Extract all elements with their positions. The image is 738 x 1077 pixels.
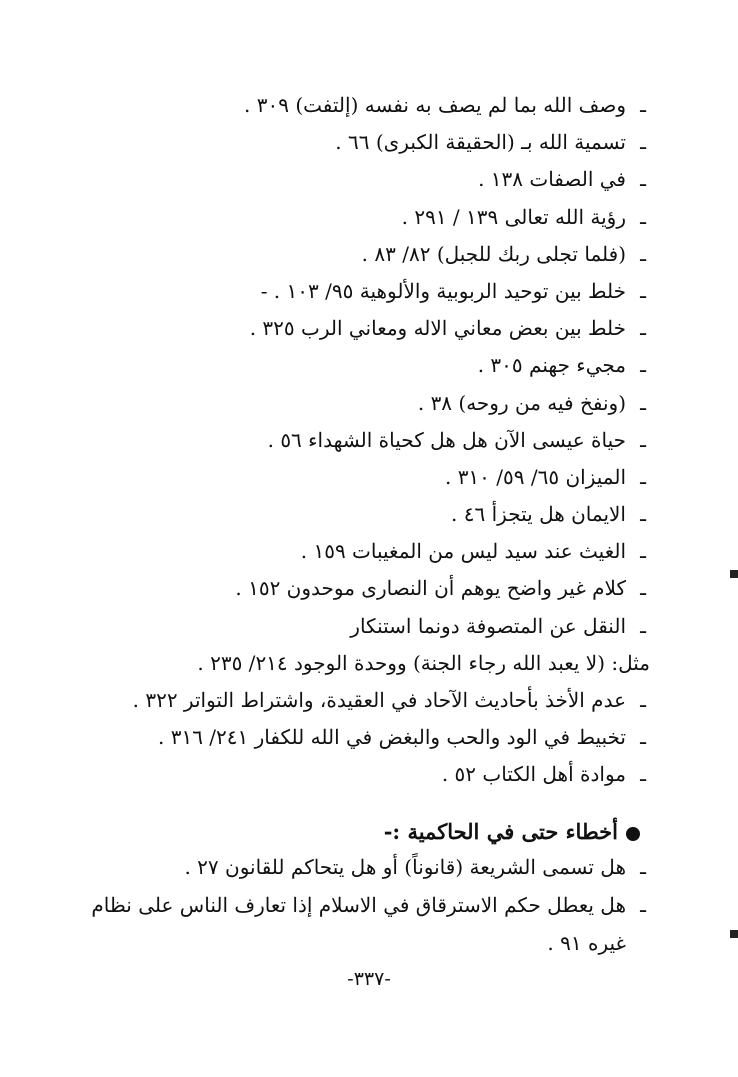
list-item-text: (فلما تجلى ربك للجبل) ٨٢/ ٨٣ .	[361, 241, 626, 266]
list-item	[50, 199, 650, 236]
list-item-text: تخبيط في الود والحب والبغض في الله للكفار ٢٤١/ ٣١٦ .	[157, 725, 626, 750]
list-item-text: الميزان ٦٥/ ٥٩/ ٣١٠ .	[444, 464, 626, 489]
list-item-continuation: غيره ٩١ .	[547, 931, 626, 955]
list-item-text: (ونفخ فيه من روحه) ٣٨ .	[417, 390, 626, 415]
list-item-text: الغيث عند سيد ليس من المغيبات ١٥٩ .	[300, 539, 626, 564]
list-item	[50, 161, 650, 198]
section-heading	[40, 812, 640, 852]
bullet-icon	[626, 827, 640, 841]
list-item	[50, 236, 650, 273]
list-item	[50, 310, 650, 347]
list-item-text: تسمية الله بـ (الحقيقة الكبرى) ٦٦ .	[335, 130, 626, 155]
list-item	[50, 422, 650, 459]
dash-marker: ـ	[640, 93, 646, 117]
list-item-text: خلط بين بعض معاني الاله ومعاني الرب ٣٢٥ .	[249, 316, 626, 341]
list-item-text: عدم الأخذ بأحاديث الآحاد في العقيدة، واشتراط التواتر ٣٢٢ .	[132, 688, 626, 712]
dash-marker: ـ	[640, 725, 646, 750]
list-item	[50, 719, 650, 756]
list-item-text: مثل: (لا يعبد الله رجاء الجنة) ووحدة الوجود ٢١٤/ ٢٣٥ .	[197, 650, 650, 675]
list-item	[50, 608, 650, 645]
dash-marker: ـ	[640, 576, 646, 601]
page-number: -٣٣٧-	[347, 968, 391, 990]
list-item-example	[50, 645, 650, 682]
dash-marker: ـ	[640, 855, 646, 879]
list-item	[50, 886, 650, 962]
list-item-text: في الصفات ١٣٨ .	[478, 167, 626, 192]
list-item	[50, 533, 650, 570]
list-item	[50, 87, 650, 124]
dash-marker: ـ	[640, 539, 646, 564]
dash-marker: ـ	[640, 278, 646, 303]
dash-marker: ـ	[640, 762, 646, 787]
dash-marker: ـ	[640, 427, 646, 452]
scan-margin-mark	[730, 930, 738, 938]
list-item	[50, 385, 650, 422]
dash-marker: ـ	[640, 353, 646, 378]
dash-marker: ـ	[640, 130, 646, 155]
dash-marker: ـ	[640, 316, 646, 341]
dash-marker: ـ	[640, 167, 646, 192]
section-list	[50, 848, 650, 962]
list-item	[50, 756, 650, 793]
list-item	[50, 124, 650, 161]
index-list	[50, 87, 650, 794]
list-item	[50, 848, 650, 886]
section-heading-text: أخطاء حتى في الحاكمية :-	[383, 819, 618, 844]
dash-marker: ـ	[640, 241, 646, 266]
list-item	[50, 347, 650, 384]
dash-marker: ـ	[640, 613, 646, 638]
list-item-text: الايمان هل يتجزأ ٤٦ .	[451, 502, 626, 527]
dash-marker: ـ	[640, 464, 646, 489]
list-item-text: هل يعطل حكم الاسترقاق في الاسلام إذا تعارف الناس على نظام	[91, 893, 626, 917]
list-item-text: هل تسمى الشريعة (قانوناً) أو هل يتحاكم للقانون ٢٧ .	[184, 855, 626, 879]
list-item-text: رؤية الله تعالى ١٣٩ / ٢٩١ .	[401, 204, 626, 229]
list-item-text: موادة أهل الكتاب ٥٢ .	[441, 762, 626, 787]
dash-marker: ـ	[640, 204, 646, 229]
dash-marker: ـ	[640, 390, 646, 415]
list-item	[50, 682, 650, 719]
list-item-text: كلام غير واضح يوهم أن النصارى موحدون ١٥٢ .	[235, 576, 626, 601]
list-item-text: النقل عن المتصوفة دونما استنكار	[350, 613, 626, 638]
list-item	[50, 459, 650, 496]
list-item	[50, 570, 650, 607]
scan-margin-mark	[730, 570, 738, 578]
list-item-text: وصف الله بما لم يصف به نفسه (إلتفت) ٣٠٩ .	[244, 93, 626, 117]
dash-marker: ـ	[640, 502, 646, 527]
list-item-text: خلط بين توحيد الربوبية والألوهية ٩٥/ ١٠٣ . -	[260, 278, 626, 303]
list-item-text: حياة عيسى الآن هل هل كحياة الشهداء ٥٦ .	[267, 427, 626, 452]
list-item	[50, 496, 650, 533]
dash-marker: ـ	[640, 688, 646, 712]
list-item-text: مجيء جهنم ٣٠٥ .	[477, 353, 626, 378]
list-item	[50, 273, 650, 310]
dash-marker: ـ	[640, 893, 646, 917]
